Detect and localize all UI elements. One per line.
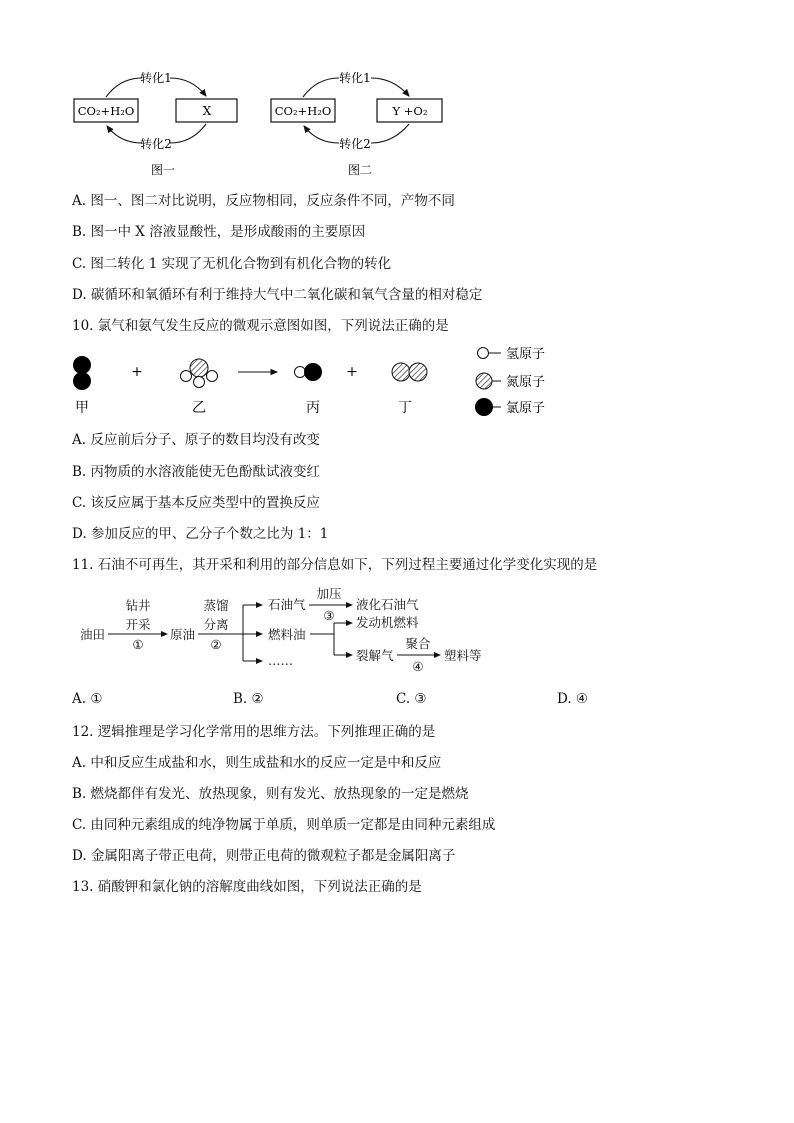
flow-step1-top2: 开采 <box>125 617 151 632</box>
q9-option-b: B. 图一中 X 溶液显酸性，是形成酸雨的主要原因 <box>72 224 366 240</box>
flow-plastics: 塑料等 <box>444 648 482 663</box>
q9-option-a: A. 图一、图二对比说明，反应物相同，反应条件不同，产物不同 <box>72 193 455 209</box>
q11-option-d: D. ④ <box>557 691 589 707</box>
label-bing: 丙 <box>306 400 320 416</box>
flow-gas: 石油气 <box>268 597 306 612</box>
cycle-figures <box>60 62 460 182</box>
legend-hydrogen: 氢原子 <box>506 347 546 362</box>
q9-option-c: C. 图二转化 1 实现了无机化合物到有机化合物的转化 <box>72 256 392 272</box>
q10-molecule-diagram <box>60 338 580 422</box>
q10-option-c: C. 该反应属于基本反应类型中的置换反应 <box>72 495 320 511</box>
legend <box>475 347 545 416</box>
q10-stem: 10. 氯气和氨气发生反应的微观示意图如图，下列说法正确的是 <box>72 318 449 334</box>
flow-lpg: 液化石油气 <box>356 597 419 612</box>
figure-two <box>271 70 442 177</box>
q12-option-c: C. 由同种元素组成的纯净物属于单质，则单质一定都是由同种元素组成 <box>72 817 496 833</box>
legend-nitrogen: 氮原子 <box>506 375 546 390</box>
q11-option-a: A. ① <box>72 691 103 707</box>
q9-option-d: D. 碳循环和氧循环有利于维持大气中二氧化碳和氧气含量的相对稳定 <box>72 287 483 303</box>
flow-cracked-gas: 裂解气 <box>356 648 394 663</box>
q12-option-a: A. 中和反应生成盐和水，则生成盐和水的反应一定是中和反应 <box>72 755 442 771</box>
flow-step3-num: ③ <box>323 608 335 623</box>
fig2-left-box-text: CO₂+H₂O <box>274 104 332 118</box>
fig2-bottom-label: 转化2 <box>339 137 371 151</box>
q11-oil-flowchart <box>72 585 502 680</box>
fig1-top-label: 转化1 <box>140 71 172 85</box>
molecule-ding <box>392 363 427 381</box>
flow-polymerize: 聚合 <box>405 636 431 651</box>
flow-step2-top1: 蒸馏 <box>203 598 229 613</box>
q10-option-d: D. 参加反应的甲、乙分子个数之比为 1：1 <box>72 526 329 542</box>
q12-option-b: B. 燃烧都伴有发光、放热现象，则有发光、放热现象的一定是燃烧 <box>72 786 469 802</box>
flow-crude: 原油 <box>170 627 196 642</box>
label-ding: 丁 <box>398 400 412 416</box>
flow-step2-top2: 分离 <box>203 617 229 632</box>
q11-stem: 11. 石油不可再生，其开采和利用的部分信息如下，下列过程主要通过化学变化实现的是 <box>72 557 598 573</box>
flow-pressurize: 加压 <box>316 586 342 601</box>
label-jia: 甲 <box>75 400 89 416</box>
plus-1: + <box>131 364 143 380</box>
flow-step1-num: ① <box>132 637 144 652</box>
fig2-top-label: 转化1 <box>339 71 371 85</box>
fig1-left-box-text: CO₂+H₂O <box>77 104 135 118</box>
flow-step1-top1: 钻井 <box>125 598 151 613</box>
fig1-caption: 图一 <box>150 163 176 177</box>
legend-chlorine: 氯原子 <box>506 401 546 416</box>
flow-step2-num: ② <box>210 637 222 652</box>
q12-stem: 12. 逻辑推理是学习化学常用的思维方法。下列推理正确的是 <box>72 724 436 740</box>
fig2-caption: 图二 <box>347 163 373 177</box>
flow-more: …… <box>268 653 293 668</box>
fig2-right-box-text: Y +O₂ <box>392 104 428 118</box>
flow-fuel-oil: 燃料油 <box>268 627 306 642</box>
molecule-bing <box>295 363 323 381</box>
flow-engine-fuel: 发动机燃料 <box>356 615 419 630</box>
q13-stem: 13. 硝酸钾和氯化钠的溶解度曲线如图，下列说法正确的是 <box>72 879 422 895</box>
q12-option-d: D. 金属阳离子带正电荷，则带正电荷的微观粒子都是金属阳离子 <box>72 848 456 864</box>
flow-oilfield: 油田 <box>80 627 106 642</box>
plus-2: + <box>346 364 358 380</box>
q10-option-b: B. 丙物质的水溶液能使无色酚酞试液变红 <box>72 464 321 480</box>
label-yi: 乙 <box>192 400 206 416</box>
fig1-right-box-text: X <box>202 104 212 118</box>
q11-option-b: B. ② <box>233 691 264 707</box>
molecule-yi <box>181 359 218 388</box>
molecule-jia <box>73 356 91 390</box>
q11-option-c: C. ③ <box>396 691 427 707</box>
figure-one <box>74 70 237 177</box>
fig1-bottom-label: 转化2 <box>140 137 172 151</box>
q10-option-a: A. 反应前后分子、原子的数目均没有改变 <box>72 432 320 448</box>
flow-step4-num: ④ <box>412 659 424 674</box>
